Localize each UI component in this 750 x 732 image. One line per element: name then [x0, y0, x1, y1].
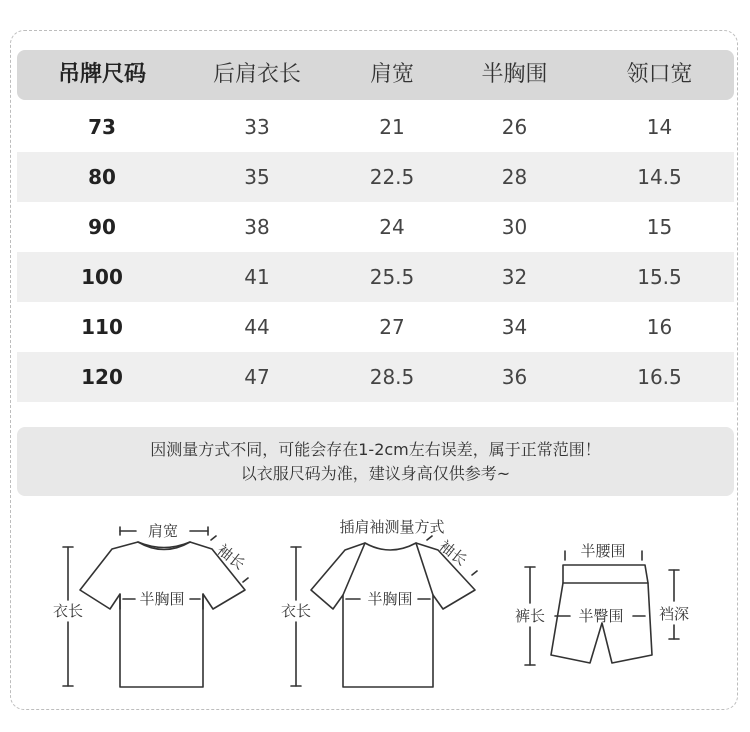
table-cell: 80 — [88, 165, 116, 189]
measurement-notice — [17, 427, 734, 496]
table-cell: 26 — [501, 115, 528, 139]
raglan-length-label: 衣长 — [280, 602, 312, 620]
table-row — [17, 252, 734, 302]
length-label: 衣长 — [52, 602, 84, 620]
header-shoulder: 肩宽 — [369, 62, 414, 87]
header-collar: 领口宽 — [626, 62, 693, 87]
table-cell: 14 — [646, 115, 673, 139]
table-cell: 34 — [501, 315, 528, 339]
table-cell: 38 — [244, 215, 270, 239]
pants-length-label: 裤长 — [514, 607, 546, 625]
table-cell: 120 — [81, 365, 123, 389]
notice-line-2: 以衣服尺码为准，建议身高仅供参考~ — [240, 464, 511, 483]
shoulder-label: 肩宽 — [147, 522, 179, 540]
table-cell: 41 — [244, 265, 270, 289]
table-cell: 35 — [244, 165, 270, 189]
raglan-title: 插肩袖测量方式 — [339, 518, 445, 536]
table-cell: 90 — [88, 215, 116, 239]
rise-label: 裆深 — [658, 605, 690, 623]
measurement-diagrams — [0, 505, 750, 715]
table-cell: 25.5 — [369, 265, 415, 289]
table-row — [17, 152, 734, 202]
table-cell: 24 — [379, 215, 405, 239]
table-cell: 28 — [501, 165, 528, 189]
chest-label: 半胸围 — [139, 590, 185, 608]
table-cell: 30 — [501, 215, 528, 239]
header-chest: 半胸围 — [481, 62, 548, 87]
table-cell: 22.5 — [369, 165, 415, 189]
table-row — [17, 352, 734, 402]
table-cell: 15 — [646, 215, 673, 239]
table-cell: 100 — [81, 265, 123, 289]
table-cell: 47 — [244, 365, 270, 389]
table-header-row — [17, 50, 734, 100]
table-cell: 73 — [88, 115, 116, 139]
table-cell: 16 — [646, 315, 673, 339]
thigh-label: 半臀围 — [578, 607, 624, 625]
table-cell: 36 — [501, 365, 528, 389]
table-cell: 14.5 — [637, 165, 682, 189]
table-row — [17, 302, 734, 352]
table-cell: 110 — [81, 315, 123, 339]
waist-label: 半腰围 — [580, 542, 626, 560]
table-cell: 28.5 — [369, 365, 415, 389]
header-length: 后肩衣长 — [212, 62, 301, 87]
table-cell: 32 — [501, 265, 528, 289]
raglan-sleeve-label: 袖长 — [435, 536, 471, 570]
table-cell: 27 — [379, 315, 405, 339]
table-cell: 21 — [379, 115, 405, 139]
table-row — [17, 102, 734, 152]
table-cell: 33 — [244, 115, 270, 139]
sleeve-label: 袖长 — [213, 540, 249, 574]
table-cell: 15.5 — [637, 265, 682, 289]
table-cell: 44 — [244, 315, 270, 339]
table-row — [17, 202, 734, 252]
notice-line-1: 因测量方式不同，可能会存在1-2cm左右误差，属于正常范围！ — [150, 440, 601, 459]
header-size: 吊牌尺码 — [57, 62, 146, 87]
table-cell: 16.5 — [637, 365, 682, 389]
raglan-chest-label: 半胸围 — [367, 590, 413, 608]
